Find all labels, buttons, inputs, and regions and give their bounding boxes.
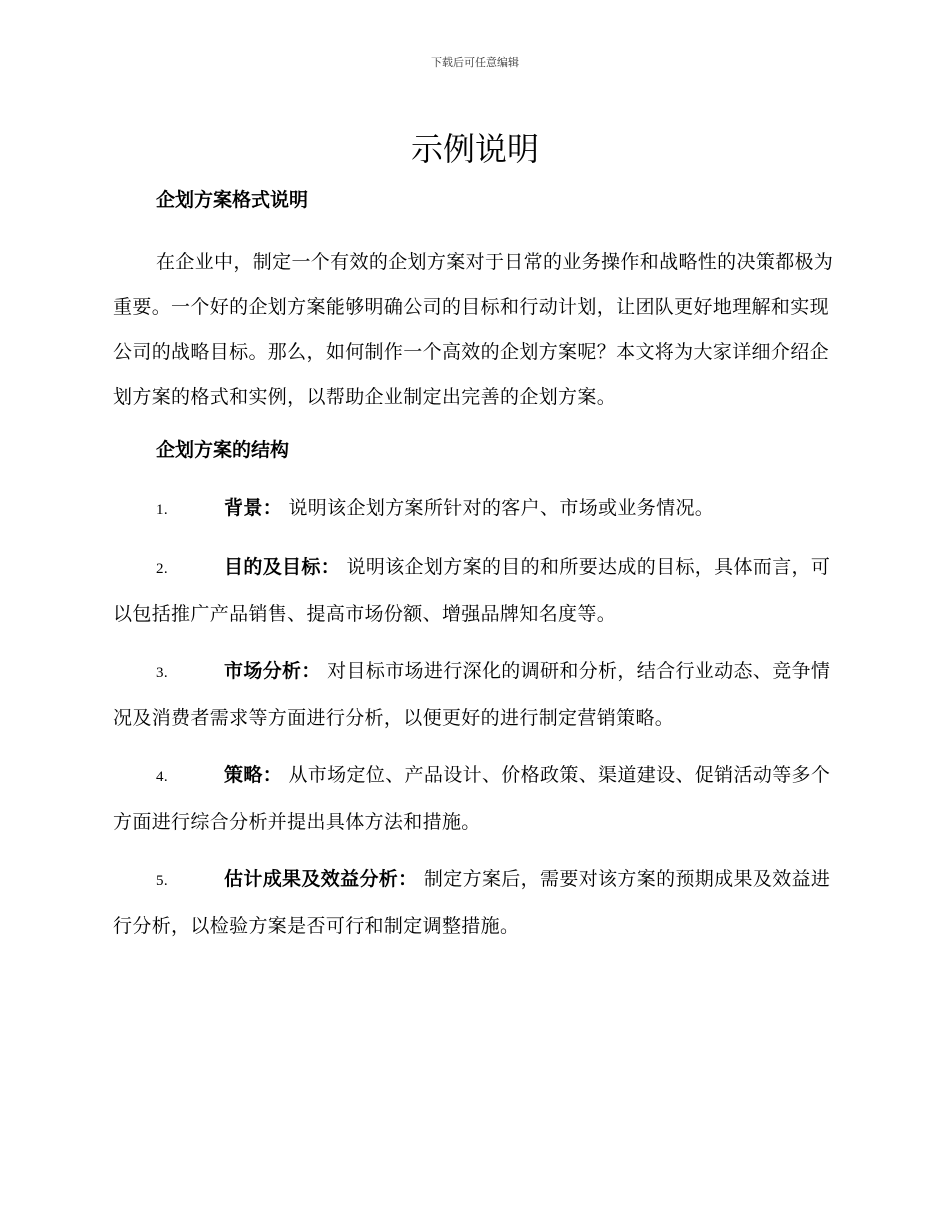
list-item-label: 估计成果及效益分析： [224,868,418,890]
page-title: 示例说明 [410,130,539,168]
list-item [113,486,841,533]
list-item-text: 说明该企划方案的目的和所要达成的目标，具体而言，可以包括推广产品销售、提高市场份额、增强品牌知名度等。 [113,556,831,625]
document-body [113,184,841,949]
list-item-label: 策略： [224,764,283,786]
list-item [113,753,841,845]
list-item-label: 目的及目标： [224,556,341,578]
list-item-number: 3. [156,665,168,681]
list-item-text: 制定方案后，需要对该方案的预期成果及效益进行分析，以检验方案是否可行和制定调整措施。 [113,868,831,937]
list-item-text: 对目标市场进行深化的调研和分析，结合行业动态、竞争情况及消费者需求等方面进行分析，以便更好的进行制定营销策略。 [113,660,831,729]
list-item-number: 2. [156,561,168,577]
list-item-text: 从市场定位、产品设计、价格政策、渠道建设、促销活动等多个方面进行综合分析并提出具体方法和措施。 [113,764,831,833]
list-item-number: 5. [156,873,168,889]
list-item [113,857,841,949]
list-item [113,649,841,741]
list-item-label: 市场分析： [224,660,321,682]
section-heading-format: 企划方案格式说明 [156,189,309,211]
list-item [113,545,841,637]
list-item-text: 说明该企划方案所针对的客户、市场或业务情况。 [288,497,715,519]
header-note: 下载后可任意编辑 [431,56,519,69]
list-item-number: 4. [156,769,168,785]
section-heading-structure: 企划方案的结构 [156,439,290,461]
list-item-number: 1. [156,502,168,518]
intro-paragraph: 在企业中，制定一个有效的企划方案对于日常的业务操作和战略性的决策都极为重要。一个好的企划方案能够明确公司的目标和行动计划，让团队更好地理解和实现公司的战略目标。那么，如何制作一个高效的企划方案呢？本文将为大家详细介绍企划方案的格式和实例，以帮助企业制定出完善的企划方案。 [113,251,834,408]
list-item-label: 背景： [224,497,283,519]
